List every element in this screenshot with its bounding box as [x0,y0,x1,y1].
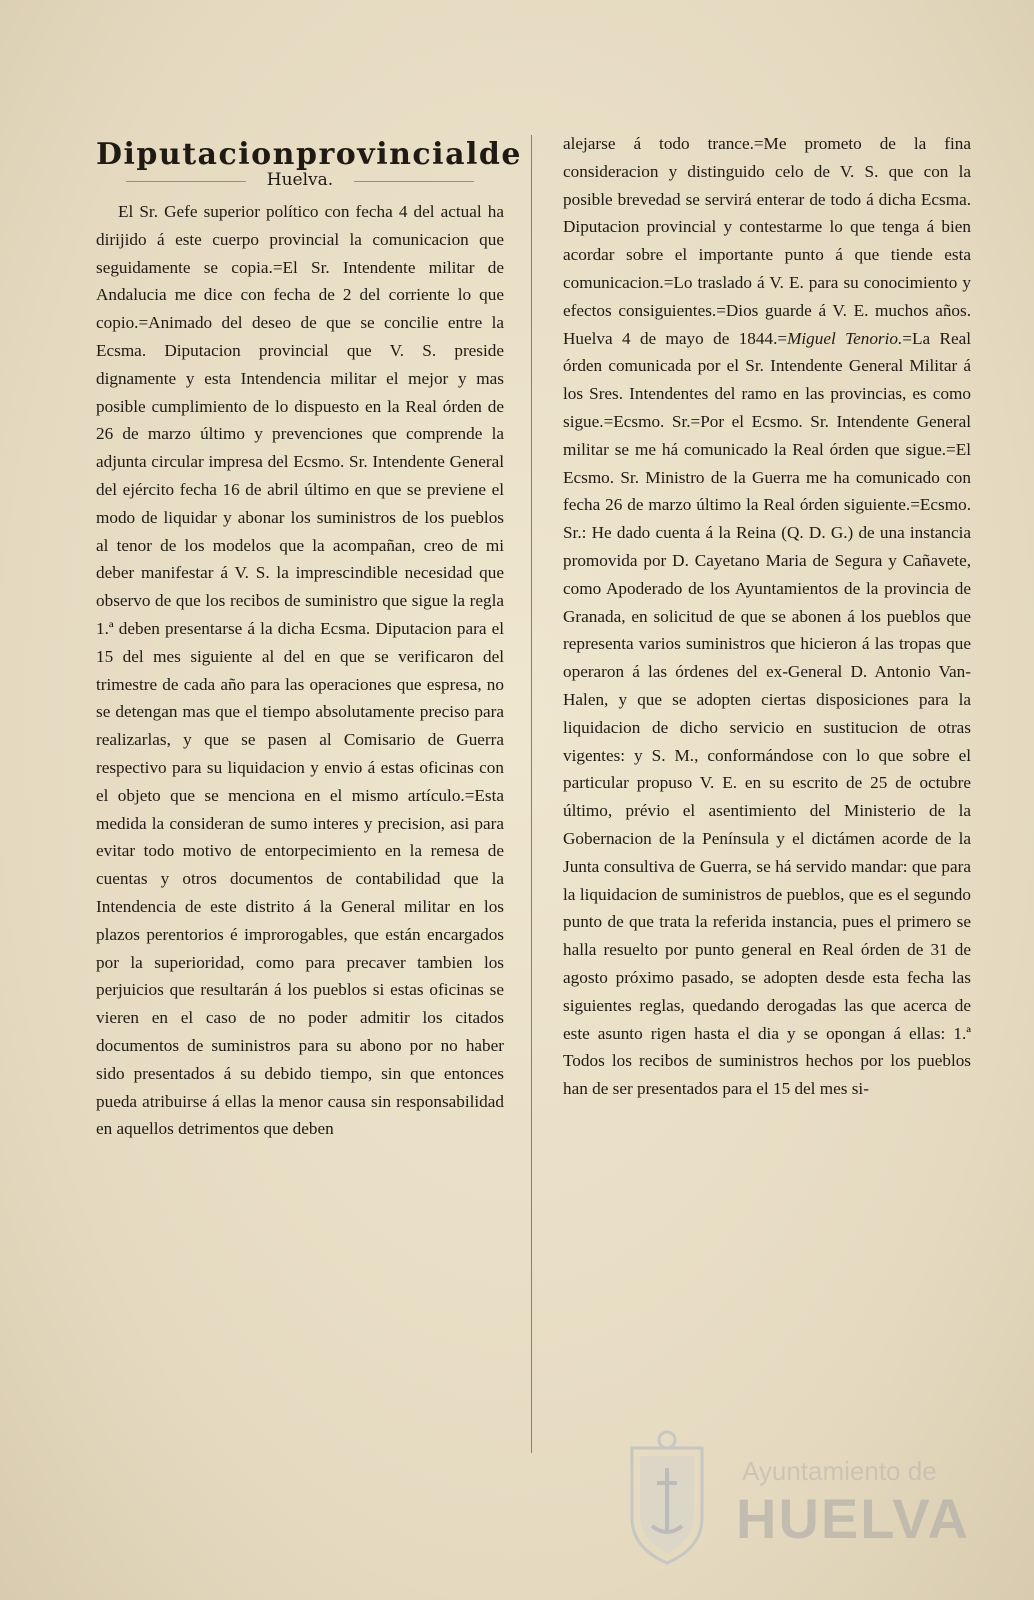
right-column-text [563,130,971,1103]
left-column [96,130,522,1480]
title-place-text: Huelva. [266,170,334,190]
city-shield-icon [622,1428,712,1568]
page-title [96,137,522,172]
signature-name: Miguel Tenorio. [787,328,903,348]
title-word-3: de [478,137,522,172]
title-word-2: provincial [295,137,479,172]
watermark-line-2: HUELVA [736,1487,970,1550]
column-divider [531,135,532,1453]
right-column [563,130,971,1480]
watermark-line-1: Ayuntamiento de [742,1456,937,1486]
title-word-1: Diputacion [96,137,296,172]
right-text-part-1: alejarse á todo trance.=Me prometo de la fina consideracion y distinguido celo de V. S. que con la posible brevedad se servirá enterar de todo á dicha Ecsma. Diputacion provincial y contestarme lo que tenga á bien acordar sobre el importante punto á que tiende esta comunicacion.=Lo traslado á V. E. para su conocimiento y efectos consiguientes.=Dios guarde á V. E. muchos años. Huelva 4 de mayo de 1844.= [563,134,971,348]
watermark [612,1428,970,1578]
right-text-part-2: =La Real órden comunicada por el Sr. Intendente General Militar á los Sres. Intendentes del ramo en las provincias, es como sigue.=Ecsmo. Sr.=Por el Ecsmo. Sr. Intendente General militar se me há comunicado la Real órden que sigue.=El Ecsmo. Sr. Ministro de la Guerra me ha comunicado con fecha 26 de marzo último la Real órden siguiente.=Ecsmo. Sr.: He dado cuenta á la Reina (Q. D. G.) de una instancia promovida por D. Cayetano Maria de Segura y Cañavete, como Apoderado de los Ayuntamientos de la provincia de Granada, en solicitud de que se abonen á los pueblos que representa varios suministros que hicieron á las tropas que operaron á las órdenes del ex-General D. Antonio Van-Halen, y que se adopten ciertas disposiciones para la liquidacion de dicho servicio en sustitucion de otras vigentes: y S. M., conformándose con lo que sobre el particular propuso V. E. en su escrito de 25 de octubre último, prévio el asentimiento del Ministerio de la Gobernacion de la Península y el dictámen acorde de la Junta consultiva de Guerra, se há servido mandar: que para la liquidacion de suministros de pueblos, que es el segundo punto de que trata la referida instancia, pues el primero se halla resuelto por punto general en Real órden de 31 de agosto próximo pasado, se adopten desde esta fecha las siguientes reglas, quedando derogadas las que acerca de este asunto rigen hasta el dia y se opongan á ellas: 1.ª Todos los recibos de suministros hechos por los pueblos han de ser presentados para el 15 del mes si- [563,328,971,1099]
left-column-text: El Sr. Gefe superior político con fecha 4 del actual ha dirijido á este cuerpo provincial la comunicacion que seguidamente se copia.=El Sr. Intendente militar de Andalucia me dice con fecha de 2 del corriente lo que copio.=Animado del deseo de que se concilie entre la Ecsma. Diputacion provincial que V. S. preside dignamente y esta Intendencia militar el mejor y mas posible cumplimiento de lo dispuesto en la Real órden de 26 de marzo último y prevenciones que comprende la adjunta circular impresa del Ecsmo. Sr. Intendente General del ejército fecha 16 de abril último en que se previene el modo de liquidar y abonar los suministros de los pueblos al tenor de los modelos que la acompañan, creo de mi deber manifestar á V. S. la imprescindible necesidad que observo de que los recibos de suministro que sigue la regla 1.ª deben presentarse á la dicha Ecsma. Diputacion para el 15 del mes siguiente al del en que se verificaron del trimestre de cada año para las operaciones que espresa, no se detengan mas que el tiempo absolutamente preciso para realizarlas, y que se pasen al Comisario de Guerra respectivo para su liquidacion y envio á estas oficinas con el objeto que se menciona en el mismo artículo.=Esta medida la consideran de sumo interes y precision, asi para evitar todo motivo de entorpecimiento en la remesa de cuentas y otros documentos de contabilidad que la Intendencia de este distrito á la General militar en los plazos perentorios é improrogables, que están encargados por la superioridad, como para precaver tambien los perjuicios que resultarán á los pueblos si estas oficinas se vieren en el caso de no poder admitir los citados documentos de suministros para su abono por no haber sido presentados á su debido tiempo, sin que entonces pueda atribuirse á ellas la menor causa sin responsabilidad en aquellos detrimentos que deben [96,202,504,1139]
title-place [96,170,504,190]
